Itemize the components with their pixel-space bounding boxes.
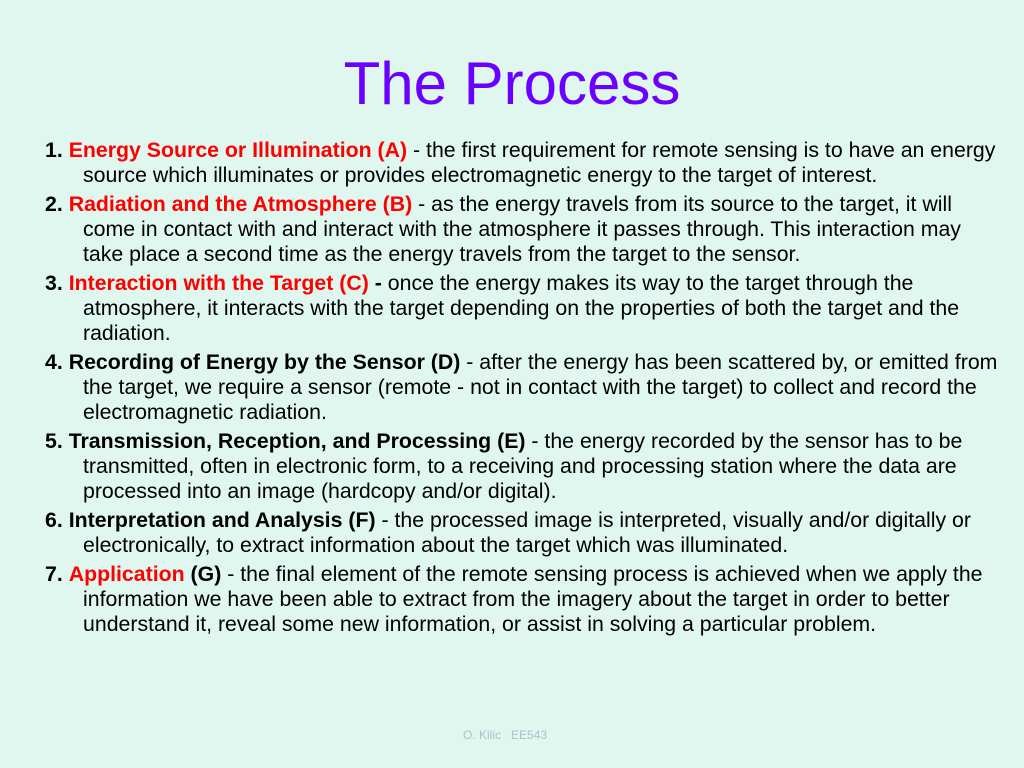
item-heading: Energy Source or Illumination (A) bbox=[68, 138, 408, 162]
item-number: 5. bbox=[45, 429, 63, 453]
item-text: - the processed image is interpreted, visually and/or digitally or electronically, to extract information about the target which was illuminated. bbox=[83, 508, 971, 557]
list-item bbox=[45, 508, 1005, 558]
list-item bbox=[45, 192, 1005, 267]
item-suffix: (G) bbox=[184, 562, 222, 586]
item-text: - after the energy has been scattered by, or emitted from the target, we require a sensor (remote - not in contact with the target) to collect and record the electromagnetic radiation. bbox=[83, 350, 998, 424]
item-heading: Interaction with the Target (C) bbox=[68, 271, 369, 295]
item-text: - the final element of the remote sensing process is achieved when we apply the information we have been able to extract from the imagery about the target in order to better understand it, reveal some new information, or assist in solving a particular problem. bbox=[83, 562, 983, 636]
item-text: - the energy recorded by the sensor has to be transmitted, often in electronic form, to a receiving and processing station where the data are processed into an image (hardcopy and/or digital). bbox=[83, 429, 963, 503]
item-heading: Interpretation and Analysis (F) bbox=[68, 508, 376, 532]
slide-footer: O. Kilic EE543 bbox=[463, 728, 548, 742]
item-number: 6. bbox=[45, 508, 63, 532]
list-item bbox=[45, 350, 1005, 425]
process-list bbox=[45, 138, 1005, 641]
list-item bbox=[45, 271, 1005, 346]
item-number: 4. bbox=[45, 350, 63, 374]
item-text: - as the energy travels from its source to the target, it will come in contact with and interact with the atmosphere it passes through. This interaction may take place a second time as the energy travels from the target to the sensor. bbox=[83, 192, 961, 266]
item-text: once the energy makes its way to the target through the atmosphere, it interacts with the target depending on the properties of both the target and the radiation. bbox=[83, 271, 960, 345]
item-heading: Recording of Energy by the Sensor (D) bbox=[68, 350, 461, 374]
item-number: 3. bbox=[45, 271, 63, 295]
list-item bbox=[45, 562, 1005, 637]
list-item bbox=[45, 429, 1005, 504]
item-dash: - bbox=[368, 271, 382, 295]
slide-title: The Process bbox=[343, 50, 681, 117]
item-number: 1. bbox=[45, 138, 63, 162]
item-heading: Transmission, Reception, and Processing (E) bbox=[68, 429, 526, 453]
item-number: 2. bbox=[45, 192, 63, 216]
item-number: 7. bbox=[45, 562, 63, 586]
item-text: - the first requirement for remote sensing is to have an energy source which illuminates or provides electromagnetic energy to the target of interest. bbox=[83, 138, 996, 187]
list-item bbox=[45, 138, 1005, 188]
item-heading: Radiation and the Atmosphere (B) bbox=[68, 192, 413, 216]
item-heading: Application bbox=[68, 562, 185, 586]
